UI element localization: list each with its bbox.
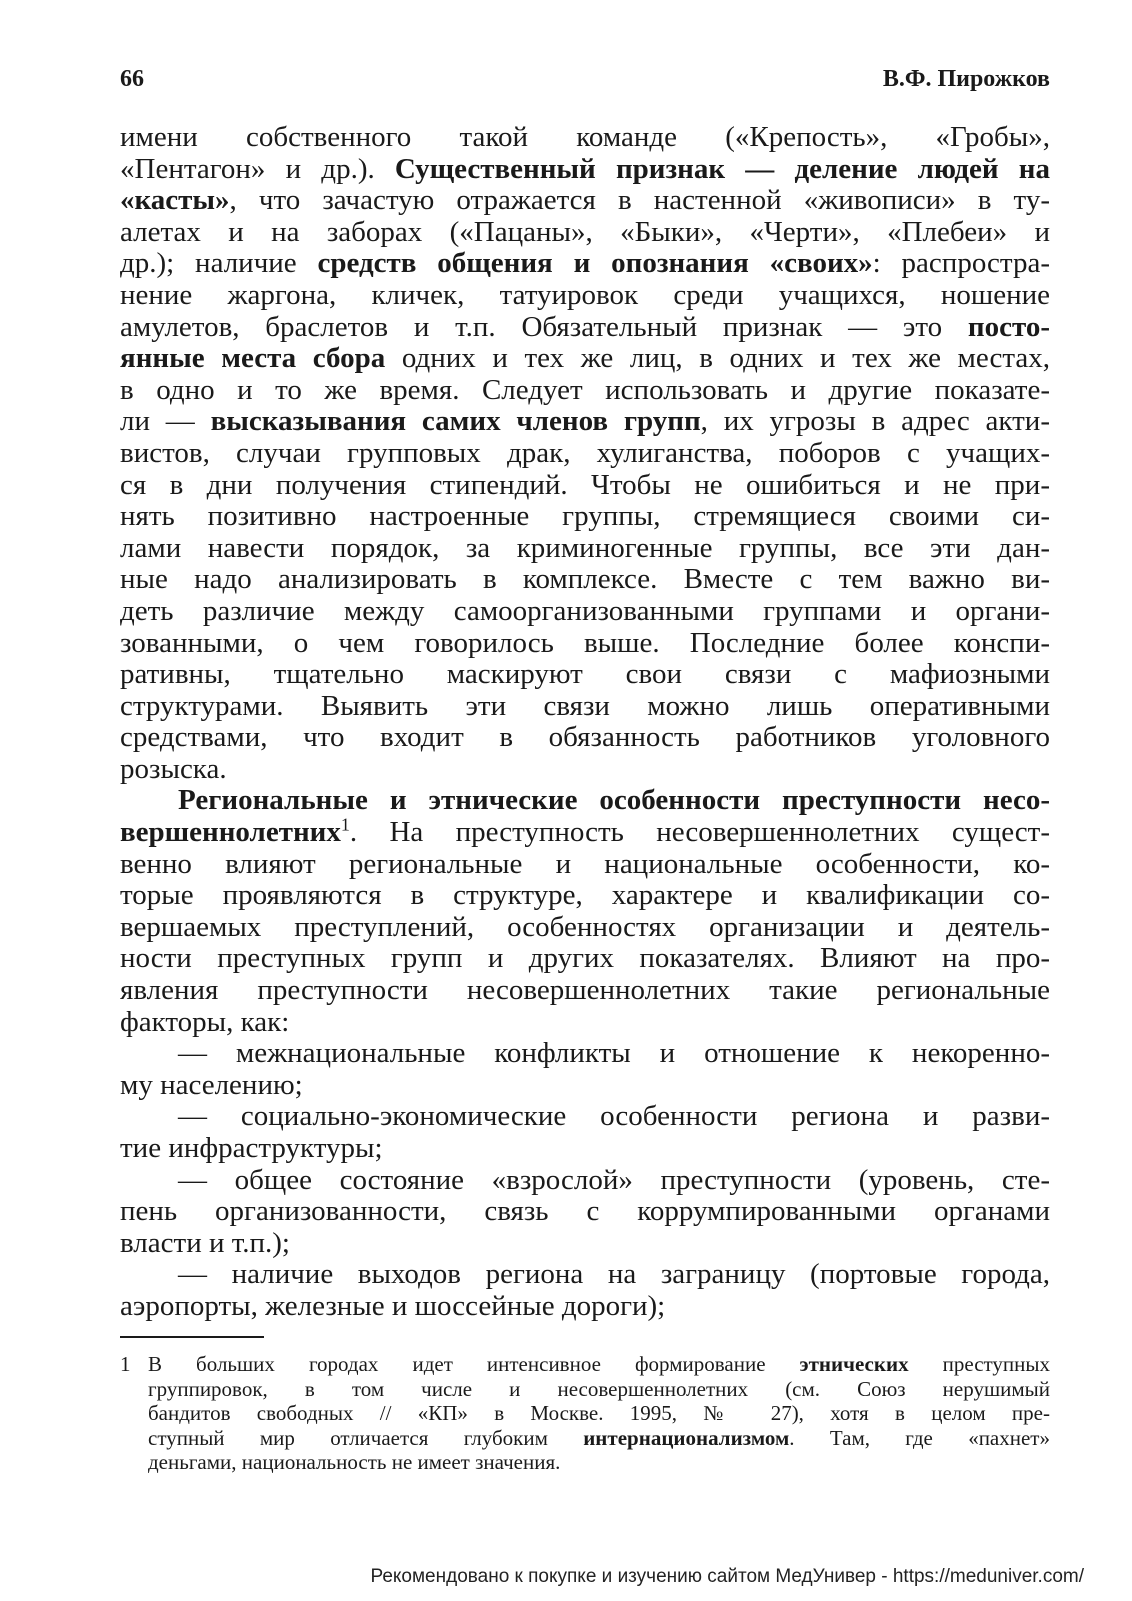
- text-line: [120, 975, 1050, 1007]
- bold-text: Существенный признак — деление людей на: [394, 153, 1050, 185]
- bold-text: интернационализмом: [583, 1425, 790, 1450]
- text-span: алетах и на заборах («Пацаны», «Быки», «Черти», «Плебеи» и: [120, 216, 1050, 248]
- text-line: [120, 1196, 1050, 1228]
- bold-text: этнических: [799, 1352, 909, 1376]
- text-line: [120, 438, 1050, 470]
- text-span: деньгами, национальность не имеет значения.: [148, 1450, 561, 1475]
- footnote-separator: [120, 1336, 264, 1338]
- footnote-line: [120, 1377, 1050, 1402]
- text-line: [120, 217, 1050, 249]
- text-line: [120, 912, 1050, 944]
- text-span: , что зачастую отражается в настенной «живописи» в ту-: [229, 185, 1050, 217]
- text-line: [120, 343, 1050, 375]
- text-line: [120, 312, 1050, 344]
- footnote-line: [120, 1352, 1050, 1377]
- text-span: лами навести порядок, за криминогенные группы, все эти дан-: [120, 532, 1050, 564]
- text-span: деть различие между самоорганизованными группами и органи-: [120, 595, 1050, 627]
- footnote: [120, 1352, 1050, 1475]
- text-line: [120, 943, 1050, 975]
- bold-text: Региональные и этнические особенности преступности несо-: [178, 785, 1050, 817]
- text-span: ступный мир отличается глубоким: [148, 1425, 584, 1450]
- text-line: [120, 659, 1050, 691]
- text-line: [120, 596, 1050, 628]
- text-span: пень организованности, связь с коррумпированными органами: [120, 1196, 1050, 1228]
- text-span: власти и т.п.);: [120, 1227, 290, 1259]
- text-span: др.); наличие: [120, 248, 318, 280]
- bold-text: янные места сбора: [120, 343, 386, 375]
- text-line: [120, 628, 1050, 660]
- text-span: торые проявляются в структуре, характере и квалификации со-: [120, 880, 1050, 912]
- text-line: [120, 849, 1050, 881]
- text-span: — социально-экономические особенности региона и разви-: [178, 1101, 1050, 1133]
- text-span: нять позитивно настроенные группы, стремящиеся своими си-: [120, 501, 1050, 533]
- text-span: ные надо анализировать в комплексе. Вместе с тем важно ви-: [120, 564, 1050, 596]
- text-span: — общее состояние «взрослой» преступности (уровень, сте-: [178, 1164, 1050, 1196]
- text-span: факторы, как:: [120, 1006, 290, 1038]
- footnote-line: [120, 1450, 1050, 1475]
- text-span: структурами. Выявить эти связи можно лишь оперативными: [120, 690, 1050, 722]
- text-line: [120, 722, 1050, 754]
- text-line: [120, 248, 1050, 280]
- text-line: [120, 280, 1050, 312]
- text-span: му населению;: [120, 1069, 303, 1101]
- text-span: розыска.: [120, 753, 227, 785]
- text-span: нение жаргона, кличек, татуировок среди учащихся, ношение: [120, 279, 1050, 311]
- text-line: [120, 817, 1050, 849]
- bold-text: посто-: [967, 311, 1050, 343]
- text-span: ративны, тщательно маскируют свои связи с мафиозными: [120, 659, 1050, 691]
- text-span: преступных: [908, 1352, 1050, 1376]
- footnote-line: [120, 1401, 1050, 1426]
- text-line: [120, 691, 1050, 723]
- text-line: [120, 1165, 1050, 1197]
- text-span: , их угрозы в адрес акти-: [700, 406, 1050, 438]
- bold-text: средств общения и опознания «своих»: [317, 248, 873, 280]
- footnote-line: [120, 1426, 1050, 1451]
- watermark-text: Рекомендовано к покупке и изучению сайтом МедУнивер - https://meduniver.com/: [370, 1566, 1084, 1587]
- text-span: вистов, случаи групповых драк, хулиганства, поборов с учащих-: [120, 437, 1050, 469]
- text-span: бандитов свободных // «КП» в Москве. 1995, № 27), хотя в целом пре-: [148, 1401, 1050, 1426]
- text-span: ся в дни получения стипендий. Чтобы не ошибиться и не при-: [120, 469, 1050, 501]
- body-text: [120, 122, 1050, 1323]
- text-line: [120, 754, 1050, 786]
- text-span: амулетов, браслетов и т.п. Обязательный признак — это: [120, 311, 968, 343]
- text-line: [120, 501, 1050, 533]
- running-head-author: В.Ф. Пирожков: [882, 66, 1050, 92]
- text-line: [120, 1007, 1050, 1039]
- text-span: группировок, в том числе и несовершеннолетних (см. Союз нерушимый: [148, 1376, 1050, 1401]
- text-span: зованными, о чем говорилось выше. Последние более конспи-: [120, 627, 1050, 659]
- text-line: [120, 1228, 1050, 1260]
- text-span: «Пентагон» и др.).: [120, 153, 395, 185]
- footnote-marker: 1: [120, 1352, 131, 1376]
- text-span: имени собственного такой команде («Крепость», «Гробы»,: [120, 122, 1050, 153]
- text-span: ли —: [120, 406, 211, 438]
- text-line: [120, 880, 1050, 912]
- text-line: [120, 564, 1050, 596]
- bold-text: вершеннолетних: [120, 817, 341, 849]
- text-line: [120, 1133, 1050, 1165]
- page-header: [120, 66, 1050, 100]
- text-line: [120, 122, 1050, 154]
- text-span: — межнациональные конфликты и отношение к некоренно-: [178, 1038, 1050, 1070]
- text-line: [120, 533, 1050, 565]
- text-span: аэропорты, железные и шоссейные дороги);: [120, 1290, 666, 1322]
- text-span: : распростра-: [872, 248, 1050, 280]
- bold-text: высказывания самих членов групп: [210, 406, 701, 438]
- text-line: [120, 154, 1050, 186]
- bold-text: «касты»: [120, 185, 230, 217]
- text-span: . Там, где «пахнет»: [789, 1425, 1050, 1450]
- text-span: венно влияют региональные и национальные особенности, ко-: [120, 848, 1050, 880]
- text-span: тие инфраструктуры;: [120, 1133, 383, 1164]
- text-line: [120, 1259, 1050, 1291]
- text-line: [120, 185, 1050, 217]
- text-span: . На преступность несовершеннолетних сущест-: [349, 817, 1050, 849]
- text-line: [120, 1101, 1050, 1133]
- text-line: [120, 470, 1050, 502]
- text-span: В больших городах идет интенсивное формирование: [148, 1352, 800, 1376]
- text-span: вершаемых преступлений, особенностях организации и деятель-: [120, 911, 1050, 943]
- text-span: ности преступных групп и других показателях. Влияют на про-: [120, 943, 1050, 975]
- text-span: — наличие выходов региона на заграницу (портовые города,: [178, 1259, 1050, 1291]
- text-line: [120, 406, 1050, 438]
- text-span: средствами, что входит в обязанность работников уголовного: [120, 722, 1050, 754]
- text-span: в одно и то же время. Следует использовать и другие показате-: [120, 374, 1050, 406]
- text-line: [120, 785, 1050, 817]
- text-line: [120, 1038, 1050, 1070]
- page-number: 66: [120, 66, 144, 92]
- text-span: одних и тех же лиц, в одних и тех же местах,: [385, 343, 1050, 375]
- text-line: [120, 1291, 1050, 1323]
- text-line: [120, 375, 1050, 407]
- text-span: явления преступности несовершеннолетних такие региональные: [120, 975, 1050, 1007]
- text-line: [120, 1070, 1050, 1102]
- footnote-reference: 1: [340, 817, 350, 835]
